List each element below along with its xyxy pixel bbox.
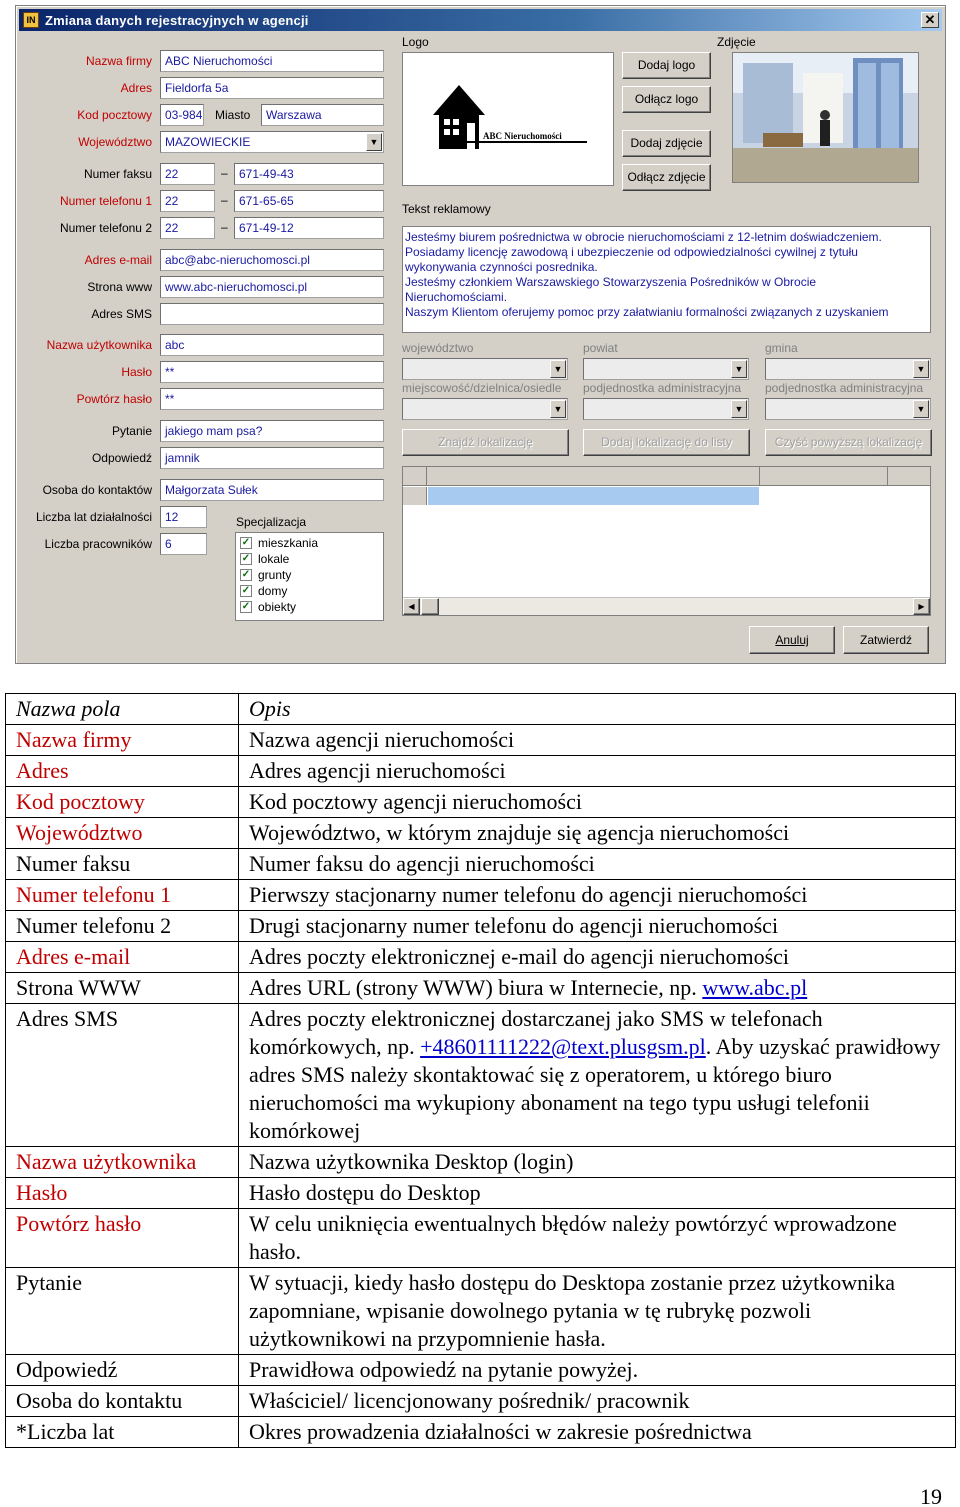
field-name-cell: Odpowiedź	[6, 1355, 239, 1386]
label-tel1: Numer telefonu 1	[59, 194, 152, 208]
description-text-cont: . Aby uzyskać prawidłowy adres SMS należy skontaktować się z operatorem, u którego biuro nieruchomości ma wykupiony abonament na tego typu usługi telefonii komórkowej	[249, 1034, 941, 1143]
page-number: 19	[920, 1484, 942, 1507]
header-field-name: Nazwa pola	[6, 694, 239, 725]
ad-line: Nieruchomościami.	[405, 290, 508, 304]
photo-label: Zdjęcie	[717, 35, 756, 49]
checkbox-label: domy	[258, 584, 288, 598]
example-link[interactable]: www.abc.pl	[702, 975, 808, 1000]
label-kod: Kod pocztowy	[77, 108, 152, 122]
tel2-prefix-input[interactable]: 22	[160, 217, 215, 239]
title-bar[interactable]	[19, 9, 942, 31]
field-name-cell: Pytanie	[6, 1268, 239, 1355]
check-icon: ✓	[241, 537, 251, 548]
pracownicy-input[interactable]: 6	[160, 533, 207, 555]
login-input[interactable]: abc	[160, 334, 384, 356]
check-icon: ✓	[241, 601, 251, 612]
description-text: W sytuacji, kiedy hasło dostępu do Desktopa zostanie przez użytkownika zapomniane, wpisanie dowolnego pytania w tę rubrykę pozwoli użytkownikowi na przypomnienie hasła.	[249, 1270, 895, 1351]
description-text: Drugi stacjonarny numer telefonu do agencji nieruchomości	[249, 913, 779, 938]
description-cell	[239, 725, 956, 756]
email-input[interactable]: abc@abc-nieruchomosci.pl	[160, 249, 384, 271]
label-haslo: Hasło	[121, 365, 152, 379]
field-name-cell: Adres e-mail	[6, 942, 239, 973]
field-name-cell: Numer faksu	[6, 849, 239, 880]
nazwa-firmy-input[interactable]: ABC Nieruchomości	[160, 50, 384, 72]
table-row	[6, 849, 956, 880]
pytanie-input[interactable]: jakiego mam psa?	[160, 420, 384, 442]
label-nazwa-firmy: Nazwa firmy	[85, 54, 152, 68]
osoba-input[interactable]: Małgorzata Sułek	[160, 479, 384, 501]
description-cell	[239, 1209, 956, 1268]
tel1-input[interactable]: 671-65-65	[234, 190, 384, 212]
kod-input[interactable]: 03-984	[160, 104, 204, 126]
label-osoba: Osoba do kontaktów	[42, 483, 152, 497]
woj-select[interactable]	[402, 358, 568, 380]
ad-line: Jesteśmy członkiem Warszawskiego Stowarzyszenia Pośredników w Obrocie	[405, 275, 817, 289]
dash: –	[221, 193, 228, 207]
description-cell	[239, 1417, 956, 1448]
description-text: Okres prowadzenia działalności w zakresie pośrednictwa	[249, 1419, 752, 1444]
description-cell	[239, 756, 956, 787]
checkbox-label: obiekty	[258, 600, 297, 614]
label-tel2: Numer telefonu 2	[59, 221, 152, 235]
description-cell	[239, 1147, 956, 1178]
table-row	[6, 1417, 956, 1448]
chevron-down-icon: ▼	[913, 360, 929, 378]
description-text: Numer faksu do agencji nieruchomości	[249, 851, 595, 876]
find-location-button[interactable]: Znajdź lokalizację	[402, 429, 569, 456]
field-name-cell: Osoba do kontaktu	[6, 1386, 239, 1417]
field-name-cell: Adres SMS	[6, 1004, 239, 1147]
label-miasto: Miasto	[215, 108, 251, 122]
checkbox-grunty[interactable]	[240, 568, 291, 582]
check-icon: ✓	[241, 585, 251, 596]
table-row	[6, 756, 956, 787]
ad-line: wykonywania czynności posrednika.	[405, 260, 598, 274]
check-icon: ✓	[241, 553, 251, 564]
list-header	[403, 467, 930, 486]
description-cell	[239, 1178, 956, 1209]
miejscowosc-select[interactable]	[402, 398, 568, 420]
description-cell	[239, 880, 956, 911]
gmina-select[interactable]	[765, 358, 931, 380]
app-icon: IN	[23, 12, 39, 28]
location-list[interactable]	[402, 466, 931, 616]
table-row	[6, 1386, 956, 1417]
field-name-cell: Województwo	[6, 818, 239, 849]
header-divider	[887, 467, 888, 486]
woj-select-label: województwo	[402, 341, 474, 355]
lata-input[interactable]: 12	[160, 506, 207, 528]
add-location-button[interactable]: Dodaj lokalizację do listy	[583, 429, 750, 456]
dash: –	[221, 166, 228, 180]
label-email: Adres e-mail	[84, 253, 152, 267]
label-wojewodztwo: Województwo	[78, 135, 152, 149]
table-row	[6, 1004, 956, 1147]
add-photo-button[interactable]: Dodaj zdjęcie	[622, 130, 711, 157]
chevron-down-icon[interactable]: ▼	[366, 133, 382, 151]
checkbox-label: grunty	[258, 568, 292, 582]
checkbox-domy[interactable]	[240, 584, 287, 598]
label-faks: Numer faksu	[83, 167, 152, 181]
header-cell	[403, 467, 427, 486]
field-name-cell: *Liczba lat	[6, 1417, 239, 1448]
odpowiedz-input[interactable]: jamnik	[160, 447, 384, 469]
description-cell	[239, 942, 956, 973]
field-name-cell: Strona WWW	[6, 973, 239, 1004]
scroll-right-icon[interactable]: ▶	[913, 598, 930, 615]
table-row	[6, 787, 956, 818]
chevron-down-icon: ▼	[550, 360, 566, 378]
logo-label: Logo	[402, 35, 429, 49]
field-name-cell: Nazwa użytkownika	[6, 1147, 239, 1178]
description-text: Nazwa agencji nieruchomości	[249, 727, 515, 752]
logo-preview	[402, 52, 614, 186]
description-text: Województwo, w którym znajduje się agencja nieruchomości	[249, 820, 790, 845]
description-text: W celu uniknięcia ewentualnych błędów należy powtórzyć wprowadzone hasło.	[249, 1211, 897, 1264]
description-text: Nazwa użytkownika Desktop (login)	[249, 1149, 574, 1174]
remove-photo-button[interactable]: Odłącz zdjęcie	[622, 164, 711, 191]
table-row	[6, 1355, 956, 1386]
sms-input[interactable]	[160, 303, 384, 325]
description-text: Adres URL (strony WWW) biura w Internecie, np.	[249, 975, 703, 1000]
label-sms: Adres SMS	[91, 307, 152, 321]
description-cell	[239, 1268, 956, 1355]
dialog-window	[15, 5, 946, 664]
haslo2-input[interactable]: **	[160, 388, 384, 410]
description-text: Właściciel/ licencjonowany pośrednik/ pracownik	[249, 1388, 690, 1413]
field-description-table	[5, 693, 956, 1448]
header-description: Opis	[239, 694, 956, 725]
description-text: Adres agencji nieruchomości	[249, 758, 506, 783]
table-row	[6, 880, 956, 911]
remove-logo-button[interactable]: Odłącz logo	[622, 86, 711, 113]
checkbox-label: mieszkania	[258, 536, 319, 550]
chevron-down-icon: ▼	[731, 400, 747, 418]
table-row	[6, 1268, 956, 1355]
checkbox-mieszkania[interactable]	[240, 536, 318, 550]
description-cell	[239, 818, 956, 849]
add-logo-button[interactable]: Dodaj logo	[622, 52, 711, 79]
example-link[interactable]: +48601111222@text.plusgsm.pl	[420, 1034, 706, 1059]
table-row	[6, 942, 956, 973]
office-photo-icon	[733, 53, 919, 183]
description-text: Adres poczty elektronicznej e-mail do agencji nieruchomości	[249, 944, 790, 969]
tel2-input[interactable]: 671-49-12	[234, 217, 384, 239]
house-logo-icon	[403, 53, 613, 185]
description-cell	[239, 973, 956, 1004]
tel1-prefix-input[interactable]: 22	[160, 190, 215, 212]
podjednostka1-select[interactable]	[583, 398, 749, 420]
table-row	[6, 911, 956, 942]
ad-line: Posiadamy licencję zawodową i ubezpieczenie od odpowiedzialności cywilnej z tytułu	[405, 245, 858, 259]
wojewodztwo-select[interactable]	[160, 131, 384, 153]
podjednostka2-select[interactable]	[765, 398, 931, 420]
description-cell	[239, 787, 956, 818]
field-name-cell: Adres	[6, 756, 239, 787]
scroll-left-icon[interactable]: ◀	[403, 598, 420, 615]
table-row-selected[interactable]	[428, 487, 759, 505]
table-row	[6, 725, 956, 756]
window-title: Zmiana danych rejestracyjnych w agencji	[45, 12, 309, 28]
table-row	[6, 818, 956, 849]
close-button[interactable]: ✕	[921, 12, 939, 28]
gmina-select-label: gmina	[765, 341, 798, 355]
checkbox-label: lokale	[258, 552, 290, 566]
checkbox-lokale[interactable]	[240, 552, 289, 566]
description-text: Kod pocztowy agencji nieruchomości	[249, 789, 582, 814]
label-www: Strona www	[87, 280, 152, 294]
description-cell	[239, 1355, 956, 1386]
ad-label: Tekst reklamowy	[402, 202, 491, 216]
chevron-down-icon: ▼	[550, 400, 566, 418]
table-row	[6, 1178, 956, 1209]
description-text: Prawidłowa odpowiedź na pytanie powyżej.	[249, 1357, 639, 1382]
label-login: Nazwa użytkownika	[46, 338, 152, 352]
description-text: Pierwszy stacjonarny numer telefonu do agencji nieruchomości	[249, 882, 808, 907]
wojewodztwo-value: MAZOWIECKIE	[165, 135, 251, 149]
label-haslo2: Powtórz hasło	[76, 392, 152, 406]
header-divider	[759, 467, 760, 486]
specjalizacja-label: Specjalizacja	[236, 515, 307, 529]
powiat-select[interactable]	[583, 358, 749, 380]
adres-input[interactable]: Fieldorfa 5a	[160, 77, 384, 99]
field-name-cell: Kod pocztowy	[6, 787, 239, 818]
field-name-cell: Numer telefonu 1	[6, 880, 239, 911]
table-row	[6, 973, 956, 1004]
field-name-cell: Hasło	[6, 1178, 239, 1209]
www-input[interactable]: www.abc-nieruchomosci.pl	[160, 276, 384, 298]
clear-location-button[interactable]: Czyść powyższą lokalizację	[765, 429, 932, 456]
table-row	[6, 1147, 956, 1178]
description-cell	[239, 1386, 956, 1417]
field-name-cell: Powtórz hasło	[6, 1209, 239, 1268]
confirm-button[interactable]: Zatwierdź	[843, 626, 929, 654]
dash: –	[221, 220, 228, 234]
miejscowosc-select-label: miejscowość/dzielnica/osiedle	[402, 381, 562, 395]
field-name-cell: Numer telefonu 2	[6, 911, 239, 942]
row-header	[403, 487, 427, 505]
label-pracownicy: Liczba pracowników	[44, 537, 152, 551]
table-row	[6, 1209, 956, 1268]
scroll-thumb[interactable]	[421, 598, 439, 615]
powiat-select-label: powiat	[583, 341, 618, 355]
checkbox-obiekty[interactable]	[240, 600, 296, 614]
description-cell	[239, 1004, 956, 1147]
specjalizacja-list	[235, 532, 384, 621]
label-lata: Liczba lat działalności	[35, 510, 152, 524]
table-header-row	[6, 694, 956, 725]
faks-input[interactable]: 671-49-43	[234, 163, 384, 185]
photo-preview	[732, 52, 919, 183]
description-text: Adres poczty elektronicznej dostarczanej jako SMS w telefonach komórkowych, np.	[249, 1006, 823, 1059]
ad-line: Jesteśmy biurem pośrednictwa w obrocie nieruchomościami z 12-letnim doświadczeniem.	[405, 230, 882, 244]
ad-line: Naszym Klientom oferujemy pomoc przy załatwianiu formalności związanych z uzyskaniem	[405, 305, 889, 319]
haslo-input[interactable]: **	[160, 361, 384, 383]
podjednostka1-select-label: podjednostka administracyjna	[583, 381, 742, 395]
label-adres: Adres	[120, 81, 152, 95]
field-name-cell: Nazwa firmy	[6, 725, 239, 756]
label-pytanie: Pytanie	[111, 424, 152, 438]
miasto-input[interactable]: Warszawa	[261, 104, 384, 126]
ad-textarea[interactable]	[402, 226, 931, 333]
cancel-button[interactable]: Anuluj	[749, 626, 835, 654]
horizontal-scrollbar[interactable]	[403, 597, 930, 615]
logo-company-name: ABC Nieruchomości	[483, 131, 562, 141]
check-icon: ✓	[241, 569, 251, 580]
chevron-down-icon: ▼	[731, 360, 747, 378]
podjednostka2-select-label: podjednostka administracyjna	[765, 381, 924, 395]
faks-prefix-input[interactable]: 22	[160, 163, 215, 185]
chevron-down-icon: ▼	[913, 400, 929, 418]
description-cell	[239, 849, 956, 880]
description-text: Hasło dostępu do Desktop	[249, 1180, 481, 1205]
description-cell	[239, 911, 956, 942]
label-odpowiedz: Odpowiedź	[91, 451, 152, 465]
